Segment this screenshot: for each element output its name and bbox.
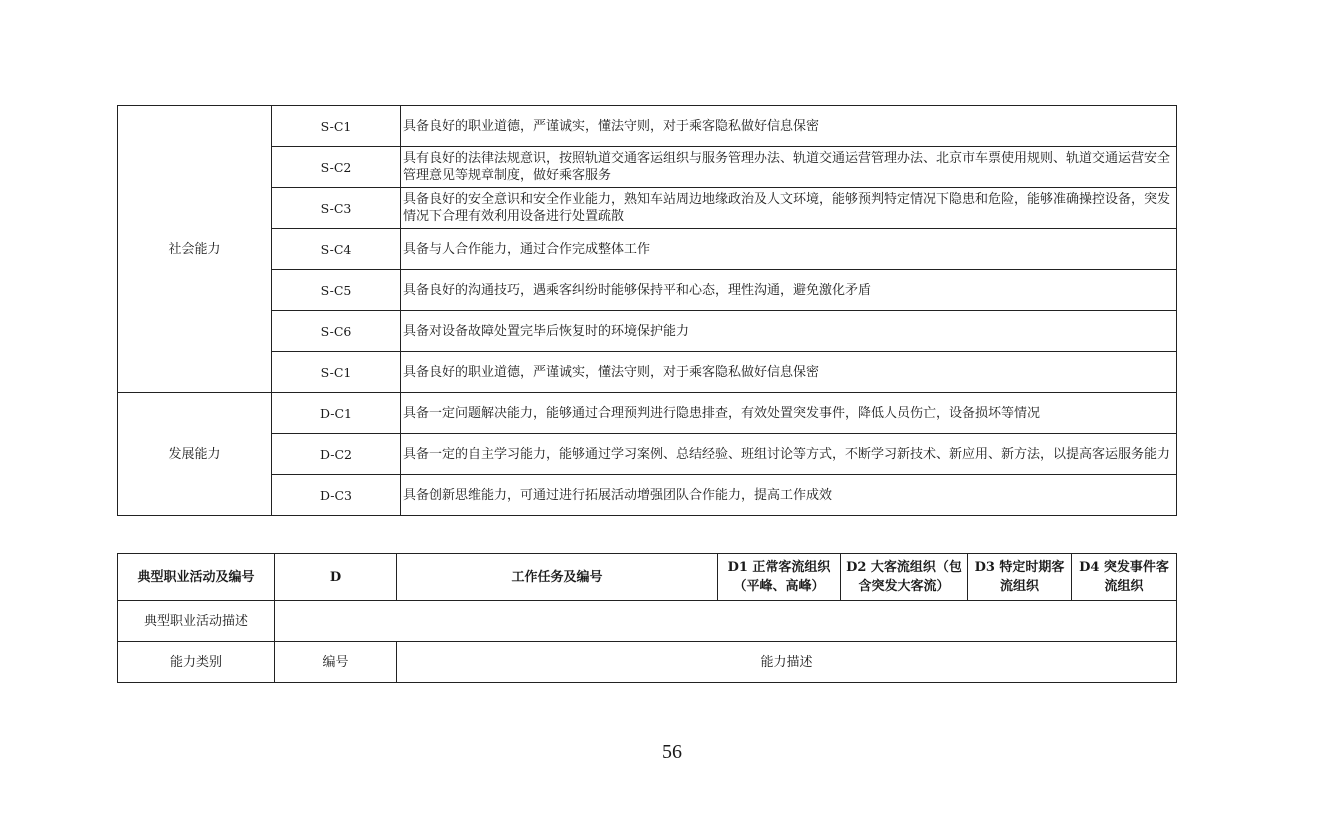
activity-header-label: 典型职业活动及编号 [118,554,275,601]
ability-code: S-C2 [272,147,401,188]
ability-desc: 具备与人合作能力，通过合作完成整体工作 [401,229,1177,270]
ability-desc: 具备一定的自主学习能力，能够通过学习案例、总结经验、班组讨论等方式，不断学习新技术、新应用、新方法，以提高客运服务能力 [401,434,1177,475]
tasks-label: 工作任务及编号 [397,554,718,601]
ability-desc: 具备对设备故障处置完毕后恢复时的环境保护能力 [401,311,1177,352]
ability-code: S-C5 [272,270,401,311]
ability-columns-row [118,642,1177,683]
table-row [118,188,1177,229]
table-row [118,393,1177,434]
ability-code: S-C4 [272,229,401,270]
table-row [118,475,1177,516]
abilities-table [117,105,1177,516]
category-social: 社会能力 [118,106,272,393]
table-row [118,352,1177,393]
table-row [118,106,1177,147]
task-d2: D2 大客流组织（包含突发大客流） [841,554,968,601]
ability-code: D-C2 [272,434,401,475]
activity-table [117,553,1177,683]
ability-desc: 具有良好的法律法规意识，按照轨道交通客运组织与服务管理办法、轨道交通运营管理办法、北京市车票使用规则、轨道交通运营安全管理意见等规章制度，做好乘客服务 [401,147,1177,188]
ability-desc: 具备良好的安全意识和安全作业能力，熟知车站周边地缘政治及人文环境，能够预判特定情况下隐患和危险，能够准确操控设备，突发情况下合理有效利用设备进行处置疏散 [401,188,1177,229]
table-row [118,311,1177,352]
table-row [118,434,1177,475]
ability-code: S-C6 [272,311,401,352]
ability-desc: 具备良好的职业道德，严谨诚实，懂法守则，对于乘客隐私做好信息保密 [401,106,1177,147]
col-category: 能力类别 [118,642,275,683]
task-d1: D1 正常客流组织（平峰、高峰） [718,554,841,601]
category-development: 发展能力 [118,393,272,516]
activity-description-label: 典型职业活动描述 [118,601,275,642]
ability-desc: 具备创新思维能力，可通过进行拓展活动增强团队合作能力，提高工作成效 [401,475,1177,516]
col-code: 编号 [275,642,397,683]
ability-code: D-C3 [272,475,401,516]
table-row [118,229,1177,270]
activity-description-row [118,601,1177,642]
ability-desc: 具备良好的沟通技巧，遇乘客纠纷时能够保持平和心态，理性沟通，避免激化矛盾 [401,270,1177,311]
ability-desc: 具备良好的职业道德，严谨诚实，懂法守则，对于乘客隐私做好信息保密 [401,352,1177,393]
ability-code: D-C1 [272,393,401,434]
activity-code: D [275,554,397,601]
ability-desc: 具备一定问题解决能力，能够通过合理预判进行隐患排查，有效处置突发事件，降低人员伤亡，设备损坏等情况 [401,393,1177,434]
activity-description-value [275,601,1177,642]
task-d3: D3 特定时期客流组织 [968,554,1072,601]
ability-code: S-C1 [272,352,401,393]
activity-header-row [118,554,1177,601]
ability-code: S-C1 [272,106,401,147]
table-row [118,147,1177,188]
ability-code: S-C3 [272,188,401,229]
page-number: 56 [662,741,682,763]
task-d4: D4 突发事件客流组织 [1072,554,1177,601]
col-desc: 能力描述 [397,642,1177,683]
table-row [118,270,1177,311]
